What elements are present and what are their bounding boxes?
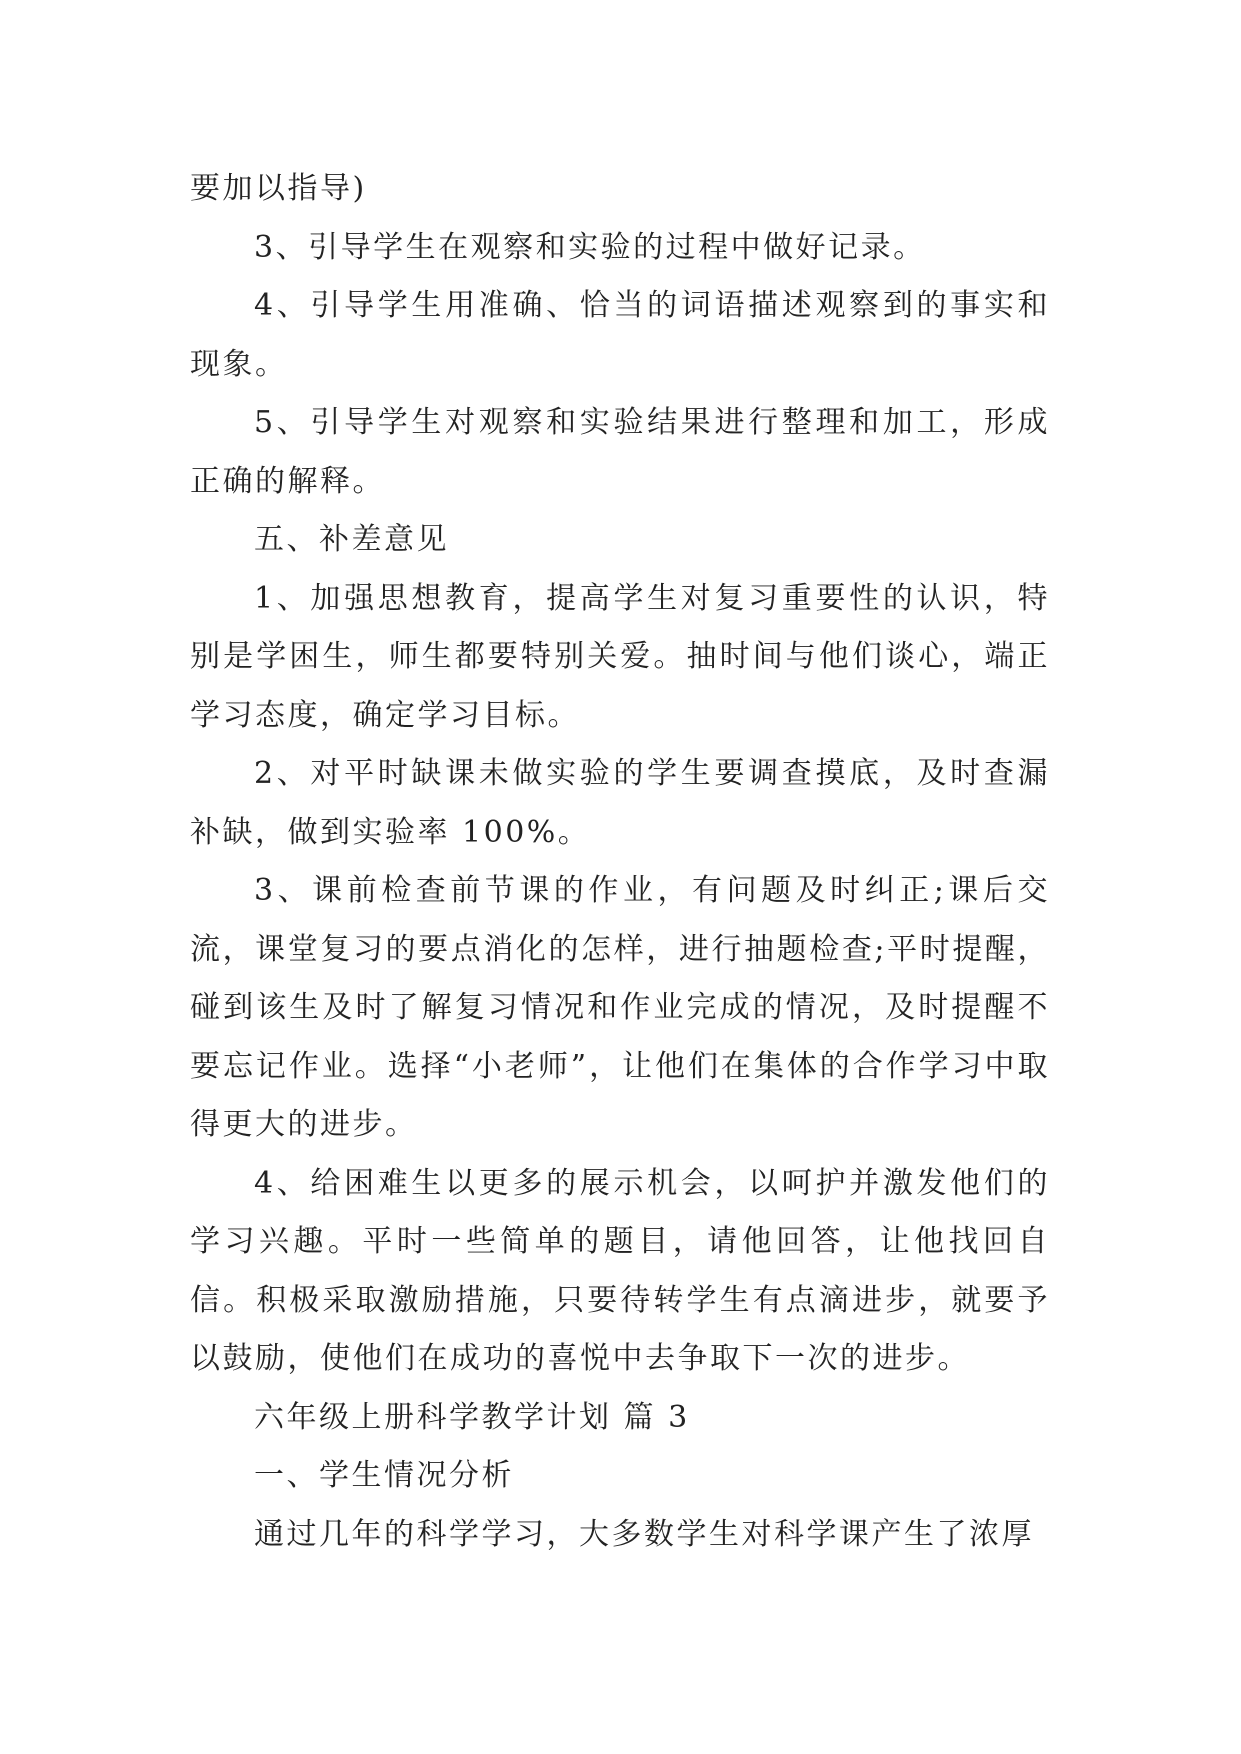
paragraph-continuation: 要加以指导): [190, 171, 367, 206]
paragraph-item-5-explain: 5、引导学生对观察和实验结果进行整理和加工，形成正确的解释。: [190, 405, 1050, 499]
paragraph-student-analysis: 通过几年的科学学习，大多数学生对科学课产生了浓厚: [254, 1516, 1034, 1552]
section-heading-student-analysis: 一、学生情况分析: [254, 1458, 514, 1493]
paragraph-remedial-2: 2、对平时缺课未做实验的学生要调查摸底，及时查漏补缺，做到实验率 100%。: [190, 756, 1050, 850]
section-heading-remedial: 五、补差意见: [254, 522, 449, 557]
paragraph-remedial-4: 4、给困难生以更多的展示机会，以呵护并激发他们的学习兴趣。平时一些简单的题目，请他回答，让他找回自信。积极采取激励措施，只要待转学生有点滴进步，就要予以鼓励，使他们在成功的喜悦中去争取下一次的进步。: [190, 1165, 1050, 1376]
paragraph-item-4-describe: 4、引导学生用准确、恰当的词语描述观察到的事实和现象。: [190, 288, 1050, 382]
plan-title: 六年级上册科学教学计划 篇 3: [254, 1399, 690, 1435]
paragraph-remedial-3: 3、课前检查前节课的作业，有问题及时纠正;课后交流，课堂复习的要点消化的怎样，进行抽题检查;平时提醒，碰到该生及时了解复习情况和作业完成的情况，及时提醒不要忘记作业。选择“小老师”，让他们在集体的合作学习中取得更大的进步。: [190, 873, 1050, 1142]
paragraph-item-3-record: 3、引导学生在观察和实验的过程中做好记录。: [254, 229, 926, 265]
paragraph-remedial-1: 1、加强思想教育，提高学生对复习重要性的认识，特别是学困生，师生都要特别关爱。抽时间与他们谈心，端正学习态度，确定学习目标。: [190, 580, 1050, 733]
document-body: [190, 160, 1050, 1564]
